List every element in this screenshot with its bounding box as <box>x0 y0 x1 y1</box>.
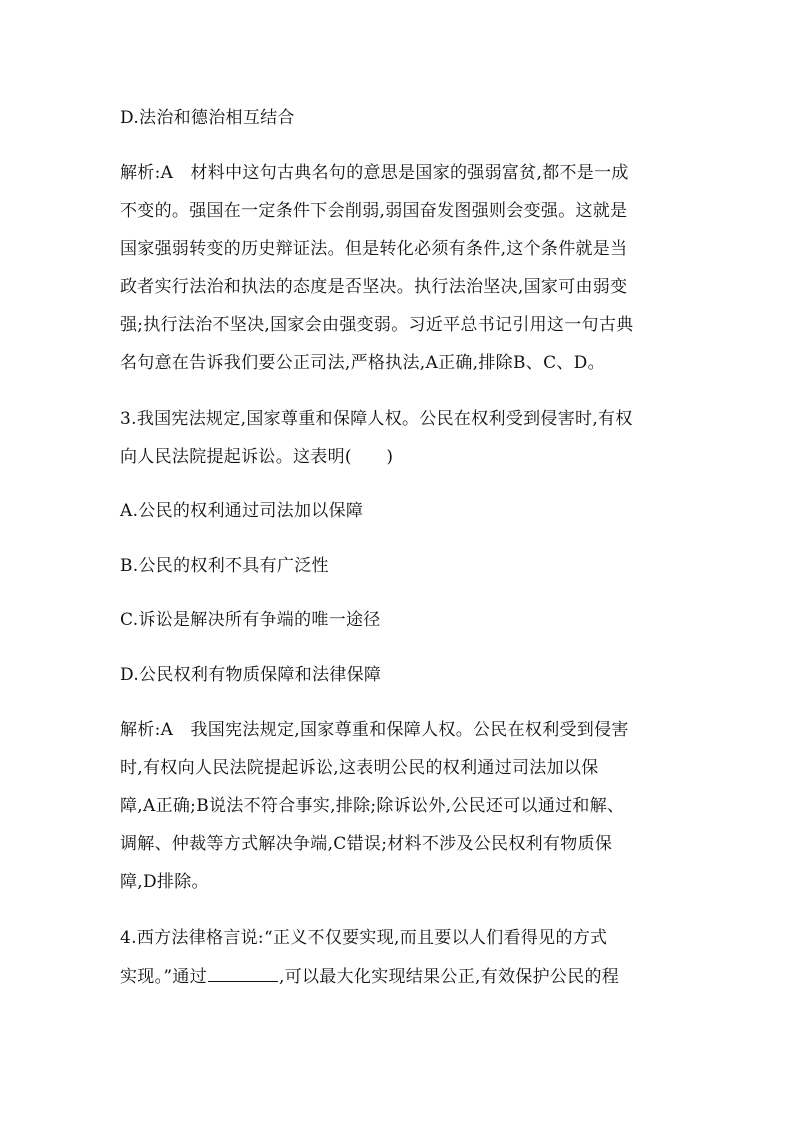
q3-analysis-line-1: 解析:A 我国宪法规定,国家尊重和保障人权。公民在权利受到侵害 <box>120 720 629 740</box>
q2-analysis-line-1: 解析:A 材料中这句古典名句的意思是国家的强弱富贫,都不是一成 <box>120 163 629 183</box>
q2-analysis-line-4: 政者实行法治和执法的态度是否坚决。执行法治坚决,国家可由弱变 <box>120 277 628 297</box>
q3-analysis-line-5: 障,D排除。 <box>120 872 209 892</box>
q4-stem-line-2-end: ,可以最大化实现结果公正,有效保护公民的程 <box>279 967 620 987</box>
q2-analysis-line-3: 国家强弱转变的历史辩证法。但是转化必须有条件,这个条件就是当 <box>120 239 628 259</box>
q2-option-d: D.法治和德治相互结合 <box>120 108 295 128</box>
q2-analysis-line-5: 强;执行法治不坚决,国家会由强变弱。习近平总书记引用这一句古典 <box>120 315 634 335</box>
q4-stem-line-2 <box>120 965 619 988</box>
q3-analysis-line-4: 调解、仲裁等方式解决争端,C错误;材料不涉及公民权利有物质保 <box>120 834 613 854</box>
q3-option-c: C.诉讼是解决所有争端的唯一途径 <box>120 610 381 630</box>
q4-stem-line-2-start: 实现。”通过 <box>120 967 207 987</box>
q3-stem-line-1: 3.我国宪法规定,国家尊重和保障人权。公民在权利受到侵害时,有权 <box>120 409 633 429</box>
q3-analysis-line-2: 时,有权向人民法院提起诉讼,这表明公民的权利通过司法加以保 <box>120 758 599 778</box>
q2-analysis-line-2: 不变的。强国在一定条件下会削弱,弱国奋发图强则会变强。这就是 <box>120 201 628 221</box>
fill-in-blank <box>208 965 278 982</box>
q4-stem-line-1: 4.西方法律格言说:“正义不仅要实现,而且要以人们看得见的方式 <box>120 928 608 948</box>
q3-option-b: B.公民的权利不具有广泛性 <box>120 556 329 576</box>
q3-option-a: A.公民的权利通过司法加以保障 <box>120 501 364 521</box>
q3-analysis-line-3: 障,A正确;B说法不符合事实,排除;除诉讼外,公民还可以通过和解、 <box>120 796 625 816</box>
q3-option-d: D.公民权利有物质保障和法律保障 <box>120 665 382 685</box>
q3-stem-line-2: 向人民法院提起诉讼。这表明( ) <box>120 447 394 467</box>
q2-analysis-line-6: 名句意在告诉我们要公正司法,严格执法,A正确,排除B、C、D。 <box>120 353 605 373</box>
